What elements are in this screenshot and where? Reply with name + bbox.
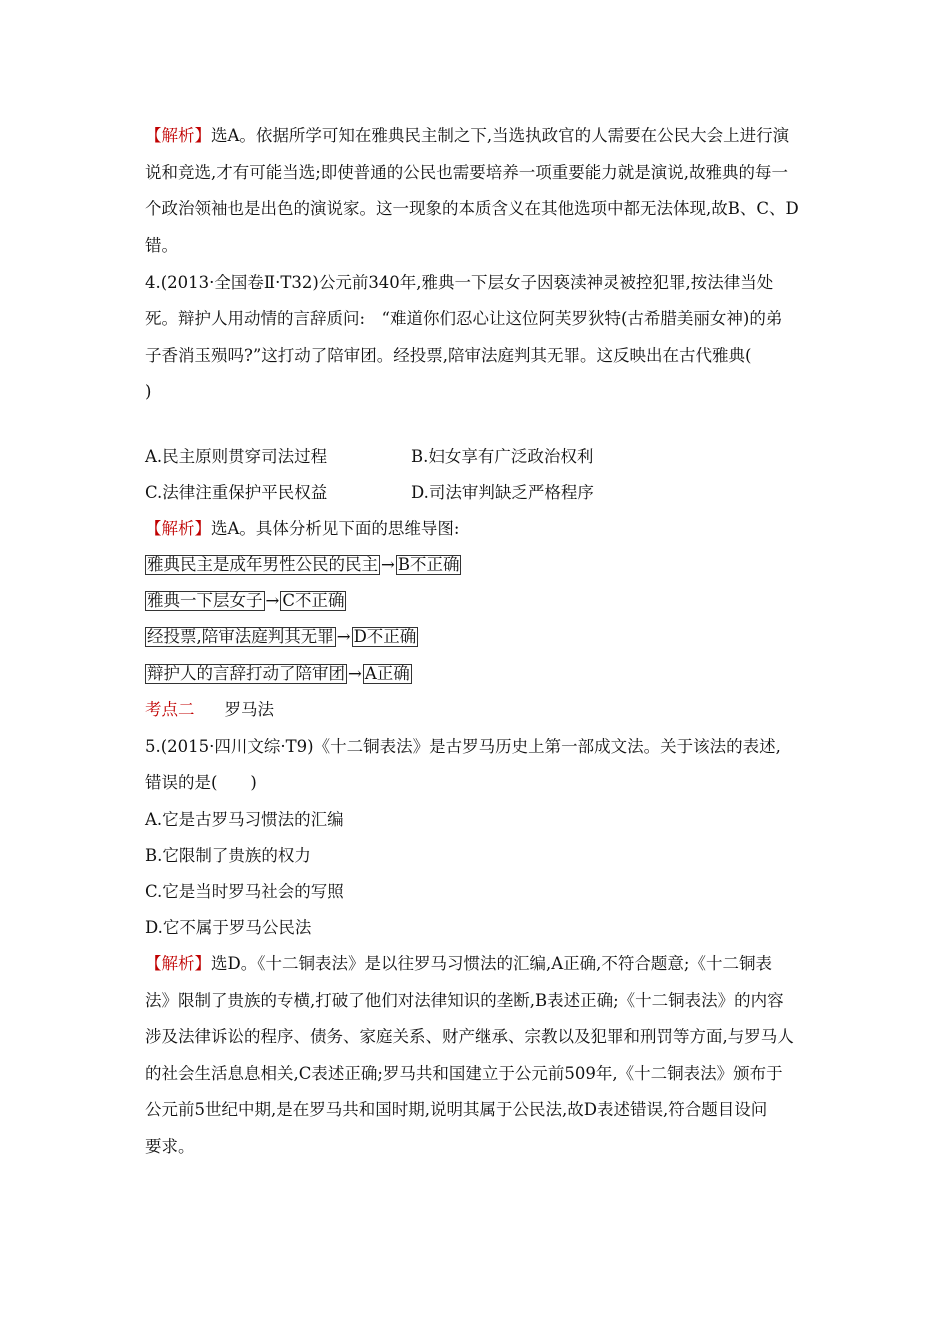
mindmap-premise: 经投票,陪审法庭判其无罪 xyxy=(147,627,334,646)
question5-line-2: 错误的是( ) xyxy=(145,773,257,792)
question5-line-1: 5.(2015·四川文综·T9)《十二铜表法》是古罗马历史上第一部成文法。关于该法的表述, xyxy=(145,737,781,756)
option-d: D.司法审判缺乏严格程序 xyxy=(411,483,594,502)
analysis-tag: 【解析】 xyxy=(145,126,211,145)
arrow-icon: → xyxy=(381,555,395,574)
question5-option-b: B.它限制了贵族的权力 xyxy=(145,846,311,865)
question4-line-1: 4.(2013·全国卷Ⅱ·T32)公元前340年,雅典一下层女子因亵渎神灵被控犯罪,按法律当处 xyxy=(145,273,774,292)
mindmap-row-1 xyxy=(145,555,461,575)
question5-option-c: C.它是当时罗马社会的写照 xyxy=(145,882,344,901)
analysis-tag: 【解析】 xyxy=(145,519,211,538)
question4-options-row-1 xyxy=(145,447,594,467)
mindmap-conclusion: C不正确 xyxy=(282,591,345,610)
arrow-icon: → xyxy=(336,627,351,646)
mindmap-conclusion: B不正确 xyxy=(397,555,460,574)
mindmap-premise: 辩护人的言辞打动了陪审团 xyxy=(147,664,345,683)
section-title: 罗马法 xyxy=(224,700,274,719)
answer3-line-1: 【解析】选A。依据所学可知在雅典民主制之下,当选执政官的人需要在公民大会上进行演 xyxy=(145,126,790,145)
answer3-line-2: 说和竞选,才有可能当选;即使普通的公民也需要培养一项重要能力就是演说,故雅典的每一 xyxy=(145,163,789,182)
mindmap-premise: 雅典民主是成年男性公民的民主 xyxy=(147,555,378,574)
question4-line-4: ) xyxy=(145,382,152,401)
option-b: B.妇女享有广泛政治权利 xyxy=(411,447,594,466)
mindmap-conclusion: D不正确 xyxy=(353,627,417,646)
mindmap-conclusion: A正确 xyxy=(364,664,410,683)
mindmap-row-2 xyxy=(145,591,346,611)
arrow-icon: → xyxy=(348,664,362,683)
question4-line-2: 死。辩护人用动情的言辞质问: “难道你们忍心让这位阿芙罗狄特(古希腊美丽女神)的弟 xyxy=(145,309,783,328)
answer5-line-6: 要求。 xyxy=(145,1137,195,1156)
answer5-line-2: 法》限制了贵族的专横,打破了他们对法律知识的垄断,B表述正确;《十二铜表法》的内容 xyxy=(145,991,784,1010)
arrow-icon: → xyxy=(265,591,280,610)
answer5-line-3: 涉及法律诉讼的程序、债务、家庭关系、财产继承、宗教以及犯罪和刑罚等方面,与罗马人 xyxy=(145,1027,794,1046)
analysis-tag: 【解析】 xyxy=(145,954,211,973)
mindmap-premise: 雅典一下层女子 xyxy=(147,591,263,610)
option-c: C.法律注重保护平民权益 xyxy=(145,483,328,502)
section-label: 考点二 xyxy=(145,700,195,719)
answer4-line: 【解析】选A。具体分析见下面的思维导图: xyxy=(145,519,460,538)
mindmap-row-4 xyxy=(145,664,412,684)
answer3-line-3: 个政治领袖也是出色的演说家。这一现象的本质含义在其他选项中都无法体现,故B、C、D xyxy=(145,199,799,218)
answer5-line-5: 公元前5世纪中期,是在罗马共和国时期,说明其属于公民法,故D表述错误,符合题目设问 xyxy=(145,1100,768,1119)
question5-option-d: D.它不属于罗马公民法 xyxy=(145,918,312,937)
mindmap-row-3 xyxy=(145,627,418,647)
section-heading xyxy=(145,700,274,720)
question5-option-a: A.它是古罗马习惯法的汇编 xyxy=(145,810,344,829)
answer3-line-4: 错。 xyxy=(145,236,178,255)
answer5-line-1: 【解析】选D。《十二铜表法》是以往罗马习惯法的汇编,A正确,不符合题意;《十二铜表 xyxy=(145,954,772,973)
option-a: A.民主原则贯穿司法过程 xyxy=(145,447,328,466)
question4-options-row-2 xyxy=(145,483,594,503)
answer5-line-4: 的社会生活息息相关,C表述正确;罗马共和国建立于公元前509年,《十二铜表法》颁布于 xyxy=(145,1064,783,1083)
question4-line-3: 子香消玉殒吗?”这打动了陪审团。经投票,陪审法庭判其无罪。这反映出在古代雅典( xyxy=(145,346,752,365)
